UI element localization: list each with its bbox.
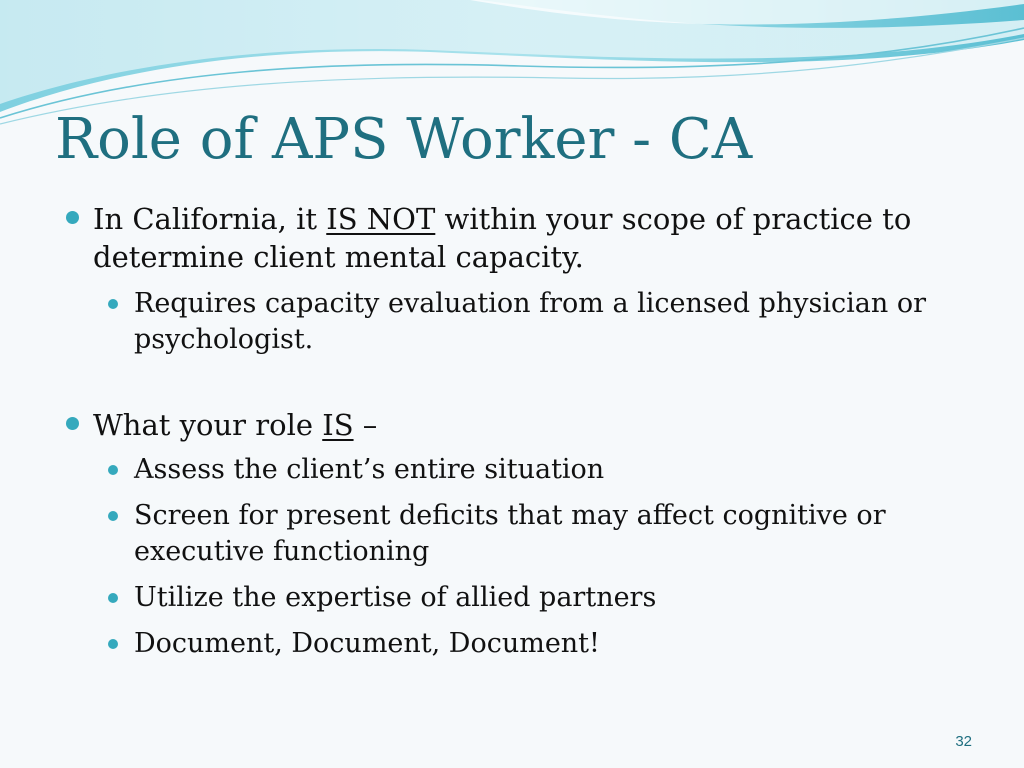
page-number: 32 bbox=[955, 733, 972, 750]
sub-bullet-capacity-evaluation bbox=[60, 286, 960, 358]
bullet-text: – bbox=[353, 408, 378, 442]
sub-bullet-text: Screen for present deficits that may affect cognitive or executive functioning bbox=[134, 500, 886, 567]
sub-bullet-screen bbox=[60, 498, 960, 570]
emphasis-is-not: IS NOT bbox=[326, 202, 436, 236]
sub-bullet-dot-icon bbox=[108, 299, 118, 309]
sub-bullet-dot-icon bbox=[108, 465, 118, 475]
sub-bullet-text: Requires capacity evaluation from a licensed physician or psychologist. bbox=[134, 288, 927, 355]
sub-bullet-text: Assess the client’s entire situation bbox=[134, 454, 605, 485]
bullet-text: What your role bbox=[93, 408, 323, 442]
sub-bullet-utilize bbox=[60, 580, 960, 616]
bullet-role bbox=[60, 406, 960, 444]
bullet-dot-icon bbox=[66, 211, 79, 224]
sub-bullet-document bbox=[60, 626, 960, 662]
slide-title: Role of APS Worker - CA bbox=[55, 107, 753, 172]
bullet-scope bbox=[60, 200, 960, 276]
sub-bullet-assess bbox=[60, 452, 960, 488]
emphasis-is: IS bbox=[322, 408, 354, 442]
sub-bullet-dot-icon bbox=[108, 593, 118, 603]
bullet-list bbox=[60, 200, 960, 662]
bullet-text: In California, it bbox=[93, 202, 327, 236]
sub-bullet-dot-icon bbox=[108, 511, 118, 521]
sub-bullet-text: Document, Document, Document! bbox=[134, 628, 600, 659]
bullet-dot-icon bbox=[66, 417, 79, 430]
bullet-text: within your scope of practice to determine client mental capacity. bbox=[93, 202, 912, 274]
sub-bullet-dot-icon bbox=[108, 639, 118, 649]
sub-bullet-text: Utilize the expertise of allied partners bbox=[134, 582, 657, 613]
